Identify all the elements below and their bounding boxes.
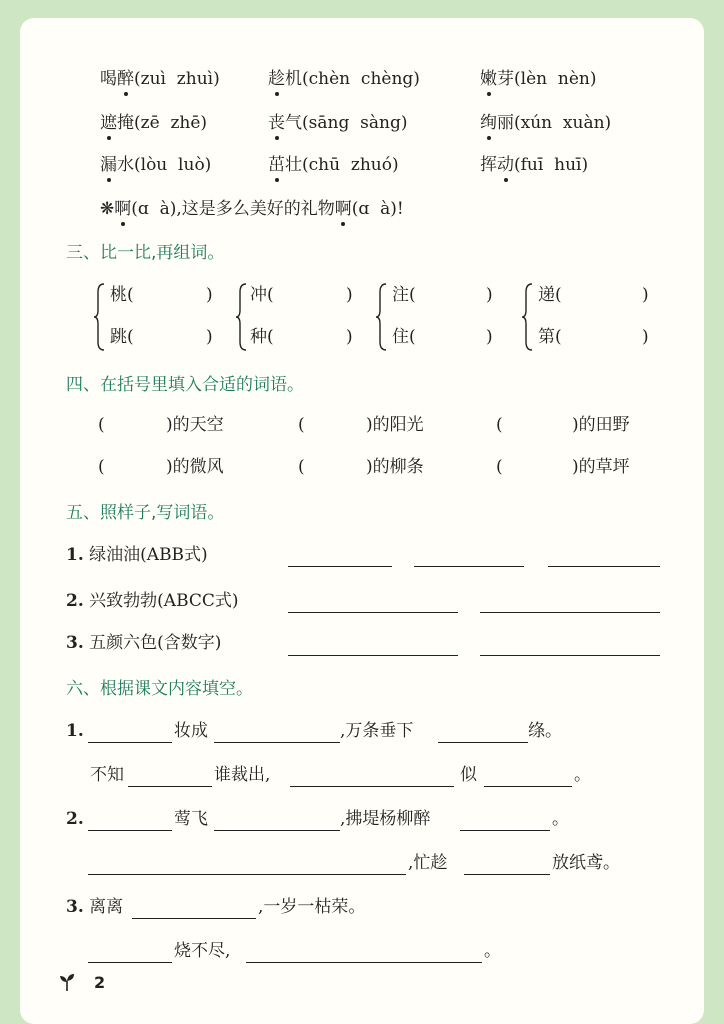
dotted-char: 茁 [268,155,285,175]
dotted-char: 漏 [100,155,117,175]
compare-close: ) [206,327,213,347]
asterisk-icon: ❋ [100,199,115,219]
fill-open: ( [98,457,105,477]
answer-line[interactable] [464,874,550,875]
fill-open: ( [298,457,305,477]
compare-word: 递( [538,285,562,305]
poem-text: 不知 [90,765,124,785]
fill-open: ( [98,415,105,435]
poem-text: ,万条垂下 [340,721,414,741]
answer-line[interactable] [288,655,458,656]
pinyin-item: 遮掩(zē zhē) [100,113,208,133]
poem-text: 放纸鸢。 [552,853,620,873]
compare-word: 种( [250,327,274,347]
sprout-icon [58,972,76,996]
exercise-item: 2. 兴致勃勃(ABCC式) [66,591,239,611]
poem-number: 2. [66,809,84,829]
answer-line[interactable] [88,962,172,963]
dotted-char: 啊 [334,199,352,219]
compare-close: ) [346,327,353,347]
pinyin-item: 趁机(chèn chèng) [268,69,420,89]
pinyin-item: 漏水(lòu luò) [100,155,212,175]
fill-phrase: )的天空 [166,415,224,435]
answer-line[interactable] [128,786,212,787]
compare-word: 桃( [110,285,134,305]
answer-line[interactable] [88,742,172,743]
answer-line[interactable] [290,786,454,787]
page-number: 2 [94,973,106,992]
dotted-char: 醉 [117,69,134,89]
fill-open: ( [496,415,503,435]
poem-text: 。 [484,941,501,961]
pinyin-item: 绚丽(xún xuàn) [480,113,612,133]
compare-word: 第( [538,327,562,347]
answer-line[interactable] [214,830,340,831]
dotted-char: 趁 [268,69,285,89]
fill-phrase: )的微风 [166,457,224,477]
answer-line[interactable] [484,786,572,787]
poem-text: 妆成 [174,721,208,741]
answer-line[interactable] [88,874,406,875]
poem-number: 3. 离离 [66,897,124,917]
exercise-item: 1. 绿油油(ABB式) [66,545,208,565]
answer-line[interactable] [414,566,524,567]
answer-line[interactable] [480,612,660,613]
answer-line[interactable] [460,830,550,831]
poem-text: 。 [552,809,569,829]
poem-text: ,一岁一枯荣。 [258,897,366,917]
compare-close: ) [206,285,213,305]
poem-number: 1. [66,721,84,741]
section-6-title: 六、根据课文内容填空。 [66,679,253,699]
pinyin-sentence: ❋啊(ɑ à),这是多么美好的礼物啊(ɑ à)! [100,199,404,219]
section-5-title: 五、照样子,写词语。 [66,503,225,523]
poem-text: 烧不尽, [174,941,231,961]
dotted-char: 动 [497,155,514,175]
brace-icon [522,282,534,352]
section-3-title: 三、比一比,再组词。 [66,243,225,263]
worksheet-page [20,18,704,1024]
compare-word: 冲( [250,285,274,305]
pinyin-item: 嫩芽(lèn nèn) [480,69,597,89]
exercise-item: 3. 五颜六色(含数字) [66,633,222,653]
pinyin-item: 丧气(sāng sàng) [268,113,408,133]
poem-text: ,拂堤杨柳醉 [340,809,431,829]
answer-line[interactable] [246,962,482,963]
answer-line[interactable] [480,655,660,656]
fill-phrase: )的阳光 [366,415,424,435]
compare-close: ) [486,327,493,347]
pinyin-item: 喝醉(zuì zhuì) [100,69,220,89]
compare-close: ) [486,285,493,305]
poem-text: 谁裁出, [214,765,271,785]
answer-line[interactable] [214,742,340,743]
brace-icon [376,282,388,352]
poem-text: 。 [574,765,591,785]
answer-line[interactable] [288,566,392,567]
compare-word: 住( [392,327,416,347]
fill-phrase: )的柳条 [366,457,424,477]
brace-icon [94,282,106,352]
brace-icon [236,282,248,352]
pinyin-item: 茁壮(chū zhuó) [268,155,399,175]
poem-text: 似 [460,765,477,785]
answer-line[interactable] [88,830,172,831]
pinyin-item: 挥动(fuī huī) [480,155,589,175]
fill-phrase: )的田野 [572,415,630,435]
poem-text: ,忙趁 [408,853,448,873]
poem-text: 绦。 [528,721,562,741]
compare-close: ) [642,327,649,347]
answer-line[interactable] [438,742,528,743]
fill-open: ( [298,415,305,435]
dotted-char: 绚 [480,113,497,133]
compare-word: 跳( [110,327,134,347]
answer-line[interactable] [132,918,256,919]
dotted-char: 嫩 [480,69,497,89]
section-4-title: 四、在括号里填入合适的词语。 [66,375,304,395]
poem-text: 莺飞 [174,809,208,829]
dotted-char: 丧 [268,113,285,133]
fill-open: ( [496,457,503,477]
answer-line[interactable] [548,566,660,567]
dotted-char: 遮 [100,113,117,133]
compare-close: ) [642,285,649,305]
fill-phrase: )的草坪 [572,457,630,477]
answer-line[interactable] [288,612,458,613]
compare-close: ) [346,285,353,305]
compare-word: 注( [392,285,416,305]
dotted-char: 啊 [114,199,132,219]
